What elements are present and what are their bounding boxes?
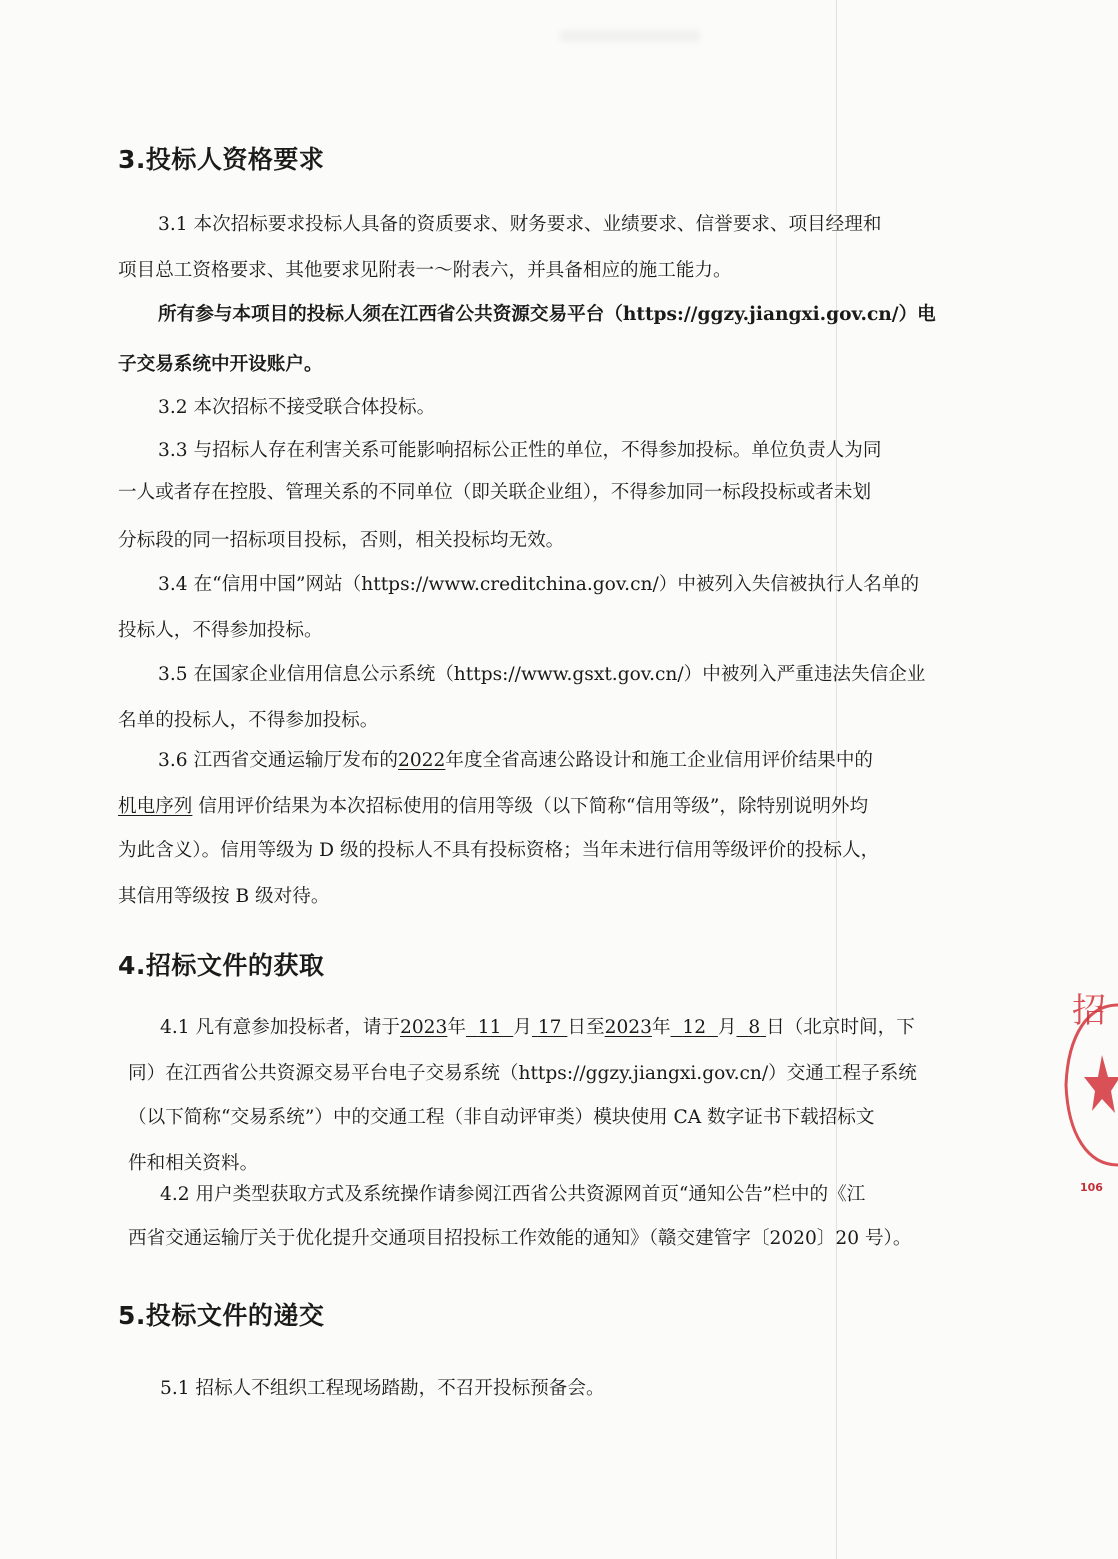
end-year-underlined: 2023 bbox=[604, 1017, 652, 1038]
paragraph-line: （以下简称“交易系统”）中的交通工程（非自动评审类）模块使用 CA 数字证书下载招标文 bbox=[128, 1107, 875, 1128]
paragraph-line: 西省交通运输厅关于优化提升交通项目招投标工作效能的通知》（赣交建管字〔2020〕20 号）。 bbox=[128, 1228, 912, 1249]
paragraph-line: 一人或者存在控股、管理关系的不同单位（即关联企业组），不得参加同一标段投标或者未划 bbox=[118, 482, 872, 503]
credit-series-underlined: 机电序列 bbox=[118, 796, 193, 817]
paragraph-line: 3.6 江西省交通运输厅发布的2022年度全省高速公路设计和施工企业信用评价结果中的 bbox=[158, 750, 874, 771]
paragraph-line: 5.1 招标人不组织工程现场踏勘，不召开投标预备会。 bbox=[160, 1378, 605, 1399]
paragraph-line: 同）在江西省公共资源交易平台电子交易系统（https://ggzy.jiangxi.gov.cn/）交通工程子系统 bbox=[128, 1063, 917, 1084]
paragraph-line: 投标人，不得参加投标。 bbox=[118, 620, 323, 641]
start-year-underlined: 2023 bbox=[400, 1017, 448, 1038]
paragraph-line: 分标段的同一招标项目投标，否则，相关投标均无效。 bbox=[118, 530, 565, 551]
paragraph-line: 3.3 与招标人存在利害关系可能影响招标公正性的单位，不得参加投标。单位负责人为同 bbox=[158, 440, 882, 461]
paragraph-line: 为此含义）。信用等级为 D 级的投标人不具有投标资格；当年未进行信用等级评价的投标人， bbox=[118, 840, 880, 861]
paragraph-line: 机电序列 信用评价结果为本次招标使用的信用等级（以下简称“信用等级”，除特别说明外均 bbox=[118, 796, 869, 817]
section-3-heading: 3.投标人资格要求 bbox=[118, 145, 325, 174]
paragraph-line: 其信用等级按 B 级对待。 bbox=[118, 886, 330, 907]
paragraph-line: 项目总工资格要求、其他要求见附表一～附表六，并具备相应的施工能力。 bbox=[118, 260, 732, 281]
paragraph-line: 4.1 凡有意参加投标者，请于2023年 11 月 17 日至2023年 12 月 8 日（北京时间，下 bbox=[160, 1017, 915, 1038]
paragraph-line: 名单的投标人，不得参加投标。 bbox=[118, 710, 379, 731]
paragraph-line: 4.2 用户类型获取方式及系统操作请参阅江西省公共资源网首页“通知公告”栏中的《江 bbox=[160, 1184, 866, 1205]
paragraph-line: 3.4 在“信用中国”网站（https://www.creditchina.gov.cn/）中被列入失信被执行人名单的 bbox=[158, 574, 920, 595]
seal-number: 106 bbox=[1080, 1181, 1103, 1194]
seal-characters: 招 bbox=[1072, 991, 1106, 1031]
ink-bleed-smudge bbox=[560, 30, 700, 42]
paragraph-line: 件和相关资料。 bbox=[128, 1153, 259, 1174]
paragraph-line: 3.2 本次招标不接受联合体投标。 bbox=[158, 397, 436, 418]
red-seal-stamp bbox=[1058, 975, 1118, 1205]
credit-year-underlined: 2022 bbox=[398, 750, 446, 771]
start-month-underlined: 11 bbox=[477, 1017, 502, 1038]
section-5-heading: 5.投标文件的递交 bbox=[118, 1301, 325, 1330]
paragraph-line: 子交易系统中开设账户。 bbox=[118, 354, 323, 375]
section-4-heading: 4.招标文件的获取 bbox=[118, 951, 325, 980]
paragraph-line: 所有参与本项目的投标人须在江西省公共资源交易平台（https://ggzy.jiangxi.gov.cn/）电 bbox=[158, 304, 936, 325]
end-day-underlined: 8 bbox=[748, 1017, 761, 1038]
paragraph-line: 3.1 本次招标要求投标人具备的资质要求、财务要求、业绩要求、信誉要求、项目经理和 bbox=[158, 214, 882, 235]
paragraph-line: 3.5 在国家企业信用信息公示系统（https://www.gsxt.gov.cn/）中被列入严重违法失信企业 bbox=[158, 664, 926, 685]
end-month-underlined: 12 bbox=[682, 1017, 707, 1038]
start-day-underlined: 17 bbox=[537, 1017, 562, 1038]
